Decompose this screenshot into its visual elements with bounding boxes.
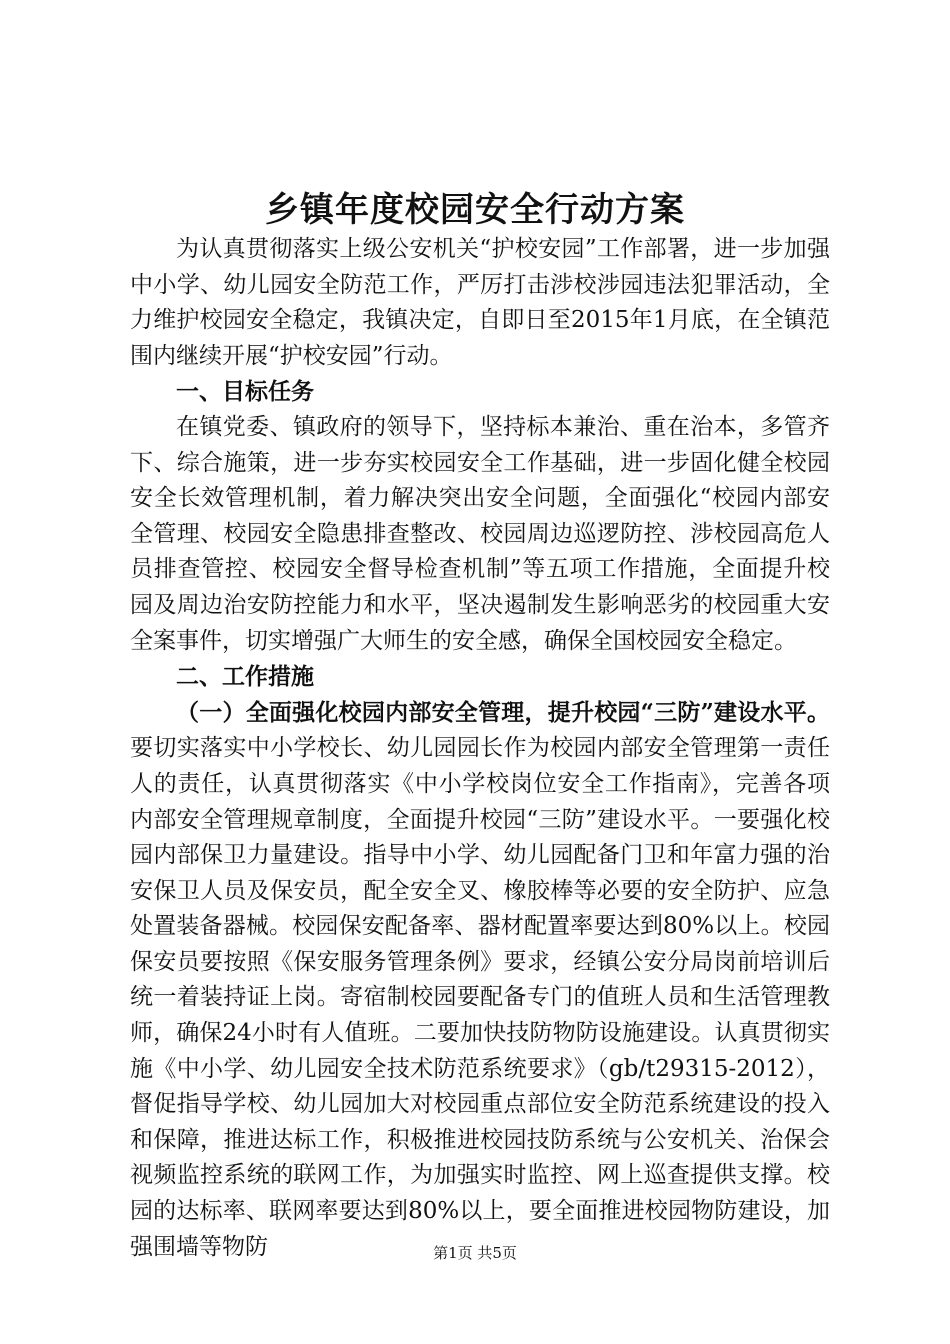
- page-footer: 第1页 共5页: [433, 1244, 517, 1262]
- document-body: [130, 232, 830, 1265]
- measure-item-1-lead: （一）全面强化校园内部安全管理，提升校园“三防”建设水平。: [176, 698, 830, 726]
- section-heading-measures: 二、工作措施: [176, 663, 314, 691]
- goals-paragraph: 在镇党委、镇政府的领导下，坚持标本兼治、重在治本，多管齐下、综合施策，进一步夯实校园安全工作基础，进一步固化健全校园安全长效管理机制，着力解决突出安全问题，全面强化“校园内部安全管理、校园安全隐患排查整改、校园周边巡逻防控、涉校园高危人员排查管控、校园安全督导检查机制”等五项工作措施，全面提升校园及周边治安防控能力和水平，坚决遏制发生影响恶劣的校园重大安全案事件，切实增强广大师生的安全感，确保全国校园安全稳定。: [130, 413, 830, 654]
- document-title: 乡镇年度校园安全行动方案: [265, 190, 685, 230]
- measure-item-1-text: 要切实落实中小学校长、幼儿园园长作为校园内部安全管理第一责任人的责任，认真贯彻落实《中小学校岗位安全工作指南》，完善各项内部安全管理规章制度，全面提升校园“三防”建设水平。一要强化校园内部保卫力量建设。指导中小学、幼儿园配备门卫和年富力强的治安保卫人员及保安员，配全安全叉、橡胶棒等必要的安全防护、应急处置装备器械。校园保安配备率、器材配置率要达到80%以上。校园保安员要按照《保安服务管理条例》要求，经镇公安分局岗前培训后统一着装持证上岗。寄宿制校园要配备专门的值班人员和生活管理教师，确保24小时有人值班。二要加快技防物防设施建设。认真贯彻实施《中小学、幼儿园安全技术防范系统要求》（gb/t29315-2012），督促指导学校、幼儿园加大对校园重点部位安全防范系统建设的投入和保障，推进达标工作，积极推进校园技防系统与公安机关、治保会视频监控系统的联网工作，为加强实时监控、网上巡查提供支撑。校园的达标率、联网率要达到80%以上，要全面推进校园物防建设，加强围墙等物防: [130, 735, 830, 1260]
- section-heading-goals: 一、目标任务: [176, 378, 314, 406]
- measure-item-1: [130, 695, 830, 1266]
- intro-paragraph: 为认真贯彻落实上级公安机关“护校安园”工作部署，进一步加强中小学、幼儿园安全防范工作，严厉打击涉校涉园违法犯罪活动，全力维护校园安全稳定，我镇决定，自即日至2015年1月底，在全镇范围内继续开展“护校安园”行动。: [130, 236, 830, 369]
